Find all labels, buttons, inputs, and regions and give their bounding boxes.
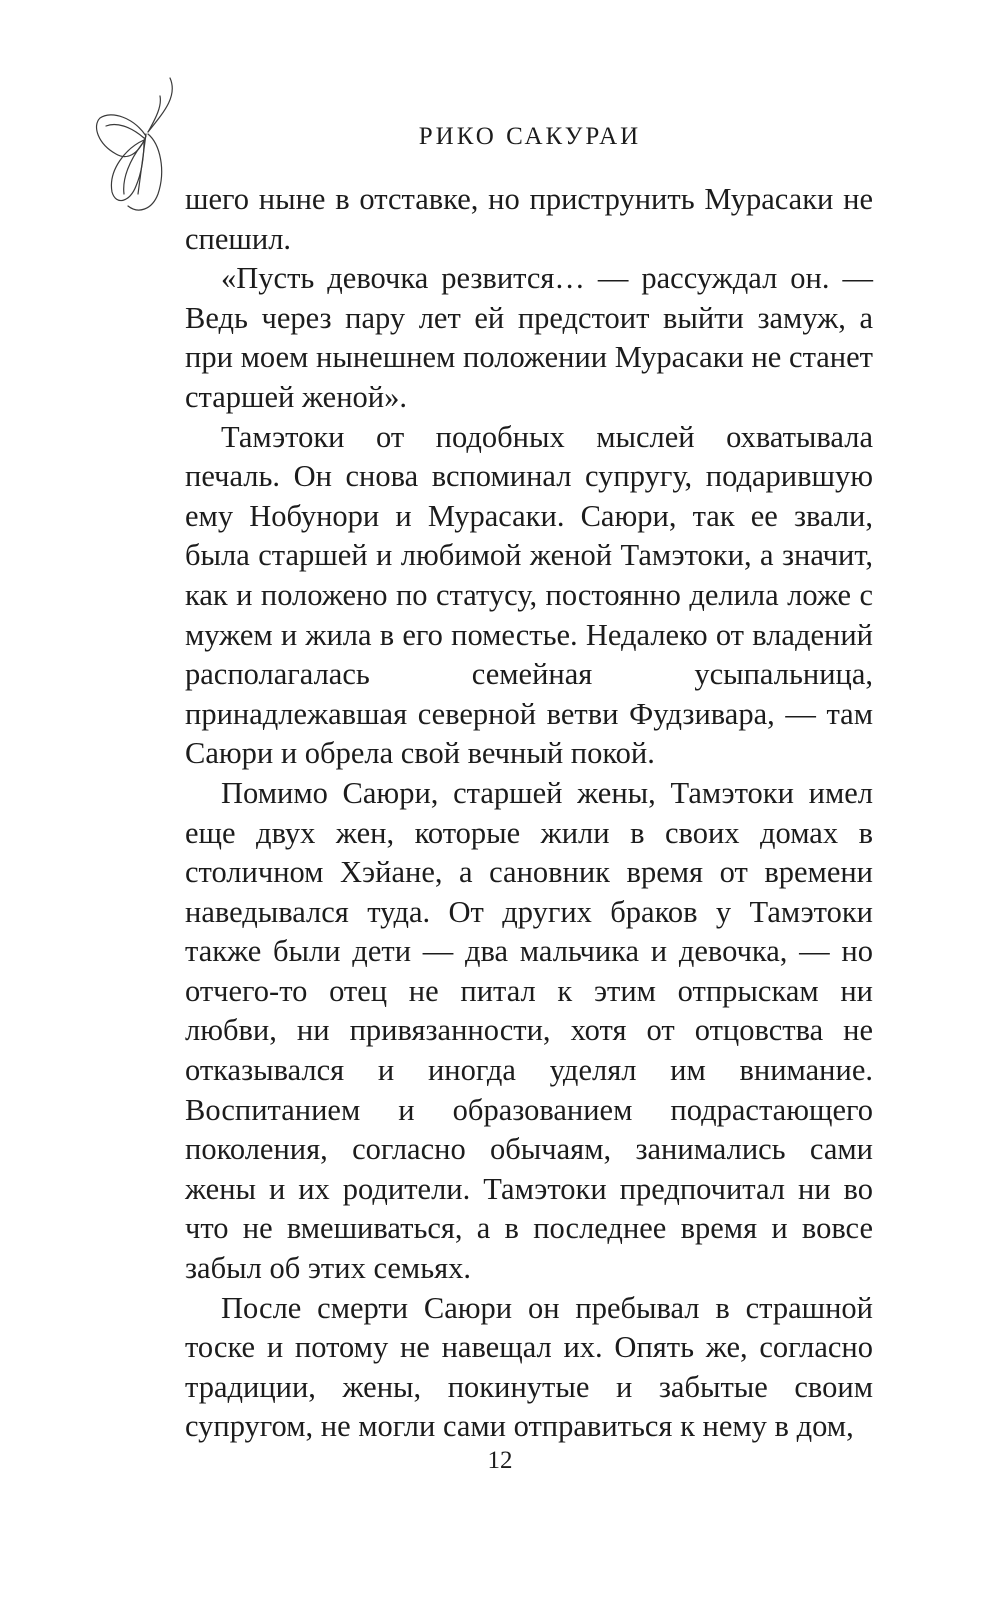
paragraph: «Пусть девочка резвится… — рассуждал он. — Ведь через пару лет ей предстоит выйти замуж, а при моем нынешнем положении Мурасаки не станет старшей женой».: [185, 261, 873, 414]
paragraph: Тамэтоки от подобных мыслей охватывала печаль. Он снова вспоминал супругу, подарившую ему Нобунори и Мурасаки. Саюри, так ее звали, была старшей и любимой женой Тамэтоки, а значит, как и положено по статусу, постоянно делила ложе с мужем и жила в его поместье. Недалеко от владений располагалась семейная усыпальница, принадлежавшая северной ветви Фудзивара, — там Саюри и обрела свой вечный покой.: [185, 419, 873, 771]
paragraph: шего ныне в отставке, но приструнить Мурасаки не спешил.: [185, 182, 873, 256]
body-text: [185, 180, 873, 1447]
paragraph: После смерти Саюри он пребывал в страшной тоске и потому не навещал их. Опять же, согласно традиции, жены, покинутые и забытые своим супругом, не могли сами отправиться к нему в дом,: [185, 1290, 873, 1444]
paragraph: Помимо Саюри, старшей жены, Тамэтоки имел еще двух жен, которые жили в своих домах в столичном Хэйане, а сановник время от времени наведывался туда. От других браков у Тамэтоки также были дети — два мальчика и девочка, — но отчего-то отец не питал к этим отпрыскам ни любви, ни привязанности, хотя от отцовства не отказывался и иногда уделял им внимание. Воспитанием и образованием подрастающего поколения, согласно обычаям, занимались сами жены и их родители. Тамэтоки предпочитал ни во что не вмешиваться, а в последнее время и вовсе забыл об этих семьях.: [185, 775, 873, 1286]
butterfly-icon: [86, 74, 186, 224]
page-number: 12: [487, 1447, 513, 1474]
running-head: РИКО САКУРАИ: [418, 123, 642, 150]
